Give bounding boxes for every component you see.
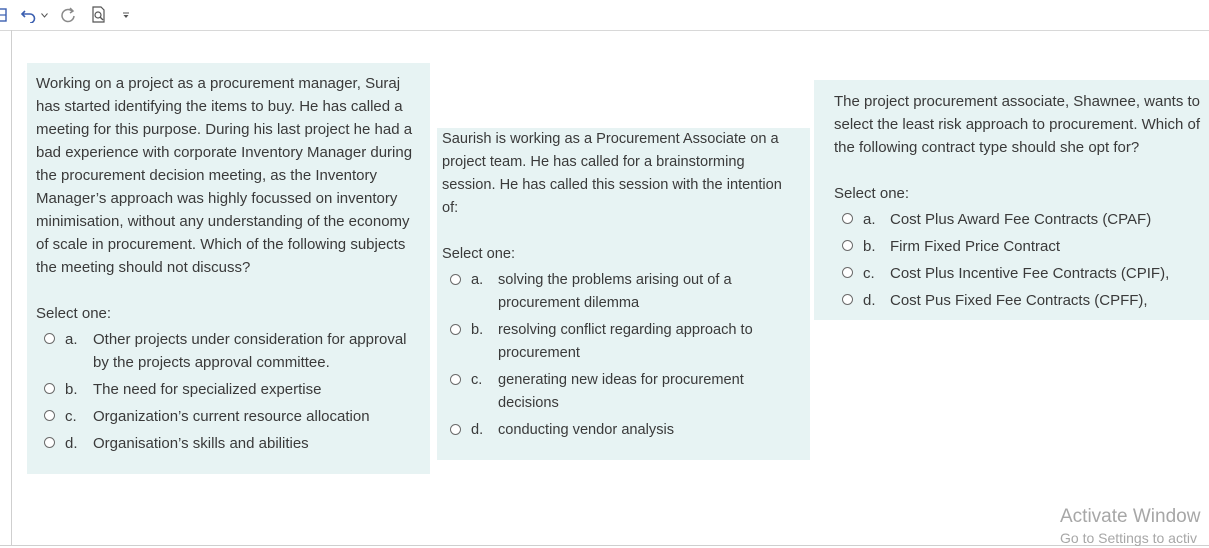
redo-icon[interactable] bbox=[60, 5, 78, 25]
quick-access-toolbar bbox=[0, 0, 1209, 31]
option-text[interactable]: Organisation’s skills and abilities bbox=[93, 435, 309, 452]
left-border bbox=[11, 30, 12, 546]
radio-button[interactable] bbox=[450, 374, 461, 385]
undo-dropdown-chevron-down-icon[interactable] bbox=[40, 5, 48, 25]
radio-button[interactable] bbox=[44, 333, 55, 344]
save-icon[interactable] bbox=[0, 5, 8, 25]
radio-button[interactable] bbox=[842, 213, 853, 224]
option-letter: a. bbox=[65, 331, 78, 348]
question-card-3 bbox=[814, 80, 1209, 320]
select-one-label: Select one: bbox=[36, 305, 112, 322]
option-text[interactable]: generating new ideas for procurement decisions bbox=[498, 372, 744, 411]
radio-button[interactable] bbox=[450, 424, 461, 435]
option-c[interactable] bbox=[442, 369, 800, 415]
undo-icon[interactable] bbox=[20, 5, 38, 25]
radio-button[interactable] bbox=[842, 294, 853, 305]
option-letter: d. bbox=[471, 422, 484, 438]
answer-options bbox=[442, 269, 800, 442]
option-d[interactable] bbox=[442, 419, 800, 442]
option-d[interactable] bbox=[36, 432, 416, 455]
option-a[interactable] bbox=[442, 269, 800, 315]
question-text: The project procurement associate, Shawnee, wants to select the least risk approach to procurement. Which of the following contract type should she opt for? bbox=[834, 93, 1201, 156]
option-text[interactable]: The need for specialized expertise bbox=[93, 381, 322, 398]
option-c[interactable] bbox=[36, 405, 416, 428]
option-letter: d. bbox=[863, 292, 876, 309]
radio-button[interactable] bbox=[842, 267, 853, 278]
option-a[interactable] bbox=[36, 328, 416, 374]
select-one-label: Select one: bbox=[834, 185, 910, 202]
option-text[interactable]: conducting vendor analysis bbox=[498, 422, 675, 438]
option-text[interactable]: Firm Fixed Price Contract bbox=[890, 238, 1061, 255]
radio-button[interactable] bbox=[44, 410, 55, 421]
option-letter: b. bbox=[471, 322, 484, 338]
option-text[interactable]: Cost Plus Incentive Fee Contracts (CPIF), bbox=[890, 265, 1170, 282]
option-letter: c. bbox=[65, 408, 77, 425]
option-a[interactable] bbox=[834, 208, 1201, 231]
question-text: Saurish is working as a Procurement Associate on a project team. He has called for a brainstorming session. He has called this session with the intention of: bbox=[442, 131, 782, 216]
option-letter: d. bbox=[65, 435, 78, 452]
option-text[interactable]: Cost Pus Fixed Fee Contracts (CPFF), bbox=[890, 292, 1148, 309]
option-letter: a. bbox=[471, 272, 484, 288]
option-text[interactable]: Organization’s current resource allocation bbox=[93, 408, 370, 425]
watermark-title: Activate Window bbox=[1060, 506, 1201, 527]
select-one-label: Select one: bbox=[442, 246, 516, 262]
question-card-1 bbox=[27, 63, 430, 474]
option-text[interactable]: Other projects under consideration for approval by the projects approval committee. bbox=[93, 331, 407, 371]
option-letter: b. bbox=[863, 238, 876, 255]
option-text[interactable]: resolving conflict regarding approach to procurement bbox=[498, 322, 753, 361]
answer-options bbox=[834, 208, 1201, 312]
bottom-border bbox=[0, 545, 1209, 546]
question-text: Working on a project as a procurement manager, Suraj has started identifying the items to buy. He has called a meeting for this purpose. During his last project he had a bad experience with corporate Inventory Manager during the procurement decision meeting, as the Inventory Manager’s approach was highly focussed on inventory minimisation, without any understanding of the economy of scale in procurement. Which of the following subjects the meeting should not discuss? bbox=[36, 75, 413, 276]
print-preview-icon[interactable] bbox=[90, 5, 108, 25]
option-letter: a. bbox=[863, 211, 876, 228]
option-d[interactable] bbox=[834, 289, 1201, 312]
customize-toolbar-icon[interactable] bbox=[121, 5, 131, 25]
option-b[interactable] bbox=[442, 319, 800, 365]
option-letter: c. bbox=[471, 372, 483, 388]
radio-button[interactable] bbox=[450, 324, 461, 335]
option-text[interactable]: Cost Plus Award Fee Contracts (CPAF) bbox=[890, 211, 1152, 228]
option-c[interactable] bbox=[834, 262, 1201, 285]
radio-button[interactable] bbox=[44, 383, 55, 394]
watermark-subtitle: Go to Settings to activ bbox=[1060, 530, 1197, 546]
activation-watermark bbox=[1060, 505, 1209, 547]
question-card-2 bbox=[437, 128, 810, 460]
answer-options bbox=[36, 328, 416, 455]
radio-button[interactable] bbox=[842, 240, 853, 251]
option-b[interactable] bbox=[834, 235, 1201, 258]
radio-button[interactable] bbox=[44, 437, 55, 448]
option-b[interactable] bbox=[36, 378, 416, 401]
option-text[interactable]: solving the problems arising out of a procurement dilemma bbox=[498, 272, 732, 311]
radio-button[interactable] bbox=[450, 274, 461, 285]
option-letter: c. bbox=[863, 265, 875, 282]
option-letter: b. bbox=[65, 381, 78, 398]
